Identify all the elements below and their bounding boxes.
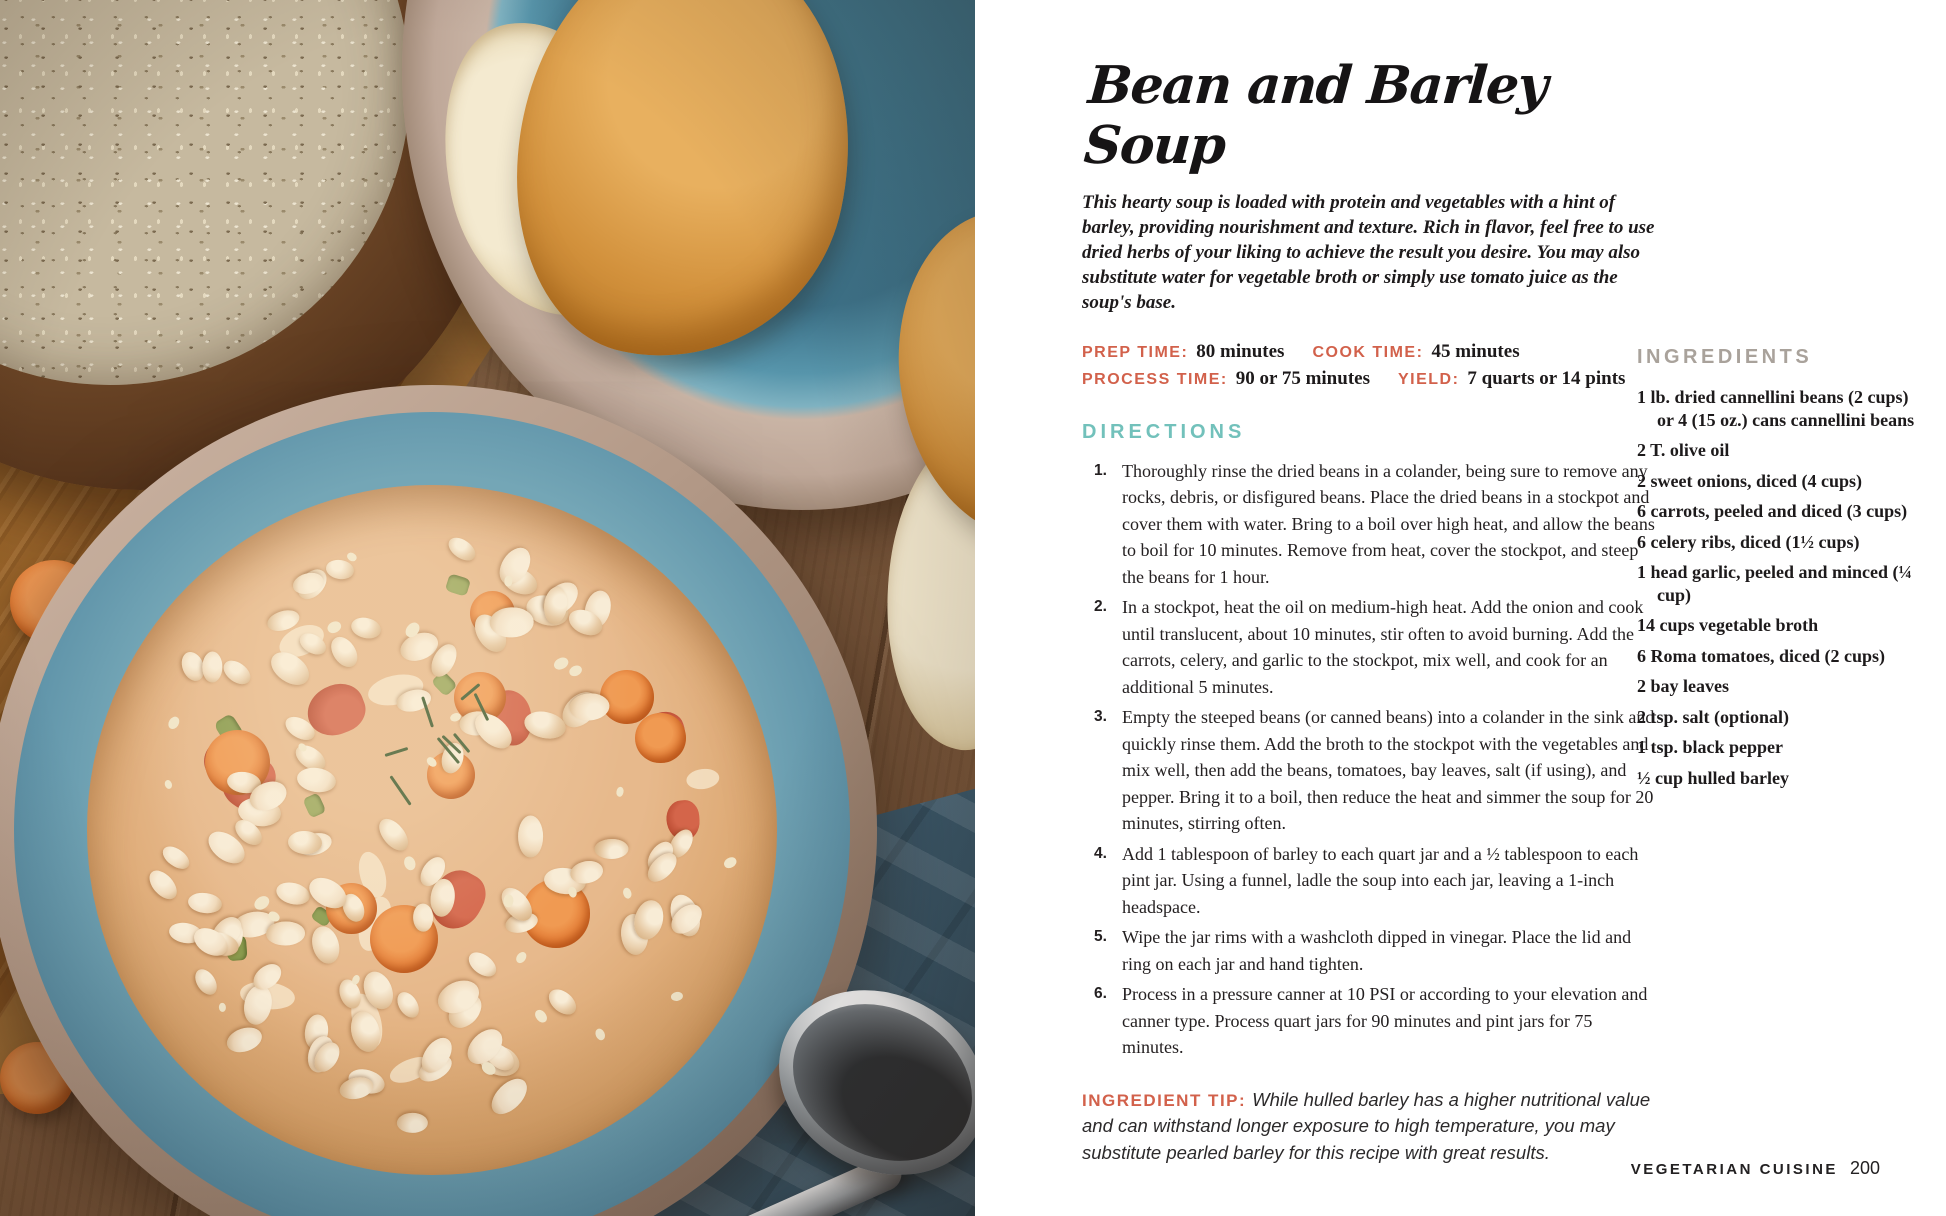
celery-piece: [303, 792, 327, 818]
directions-heading: DIRECTIONS: [1082, 420, 1246, 443]
barley-grain: [722, 856, 738, 871]
barley-grain: [166, 715, 182, 732]
barley-grain: [503, 894, 514, 908]
barley-grain: [568, 664, 584, 679]
page-footer: [1631, 1158, 1880, 1179]
bean: [159, 842, 193, 873]
bean: [544, 984, 581, 1019]
recipe-intro: This hearty soup is loaded with protein and vegetables with a hint of barley, providing nourishment and texture. Rich in flavor, feel free to use dried herbs of your liking to achieve the result you desire. You may also substitute water for vegetable broth or simply use tomato juice as the soup's base.: [1082, 191, 1655, 313]
bean: [393, 988, 424, 1022]
ingredient-item: 14 cups vegetable broth: [1637, 615, 1819, 635]
ingredients-heading: INGREDIENTS: [1637, 346, 1813, 368]
barley-grain: [164, 779, 173, 790]
ingredient-tip: [1082, 1087, 1658, 1167]
direction-step: [1082, 924, 1658, 977]
ingredients-sidebar: [1637, 346, 1929, 797]
footer-page-number: 200: [1849, 1158, 1880, 1178]
cook-time-value: 45 minutes: [1431, 340, 1520, 362]
barley-grain: [351, 974, 361, 986]
soup-contents: [87, 485, 777, 1175]
yield-value: 7 quarts or 14 pints: [1467, 367, 1626, 389]
barley-grain: [616, 786, 625, 797]
ingredient-item: 2 tsp. salt (optional): [1637, 706, 1790, 727]
step-number: 6.: [1094, 985, 1107, 1003]
bean: [595, 839, 629, 859]
bean: [296, 765, 338, 794]
bean: [266, 921, 306, 945]
yield: [1398, 366, 1625, 393]
cook-time: [1312, 339, 1519, 366]
bean: [518, 815, 543, 857]
onion-piece: [684, 767, 720, 791]
step-text: Thoroughly rinse the dried beans in a colander, being sure to remove any rocks, debris, or disfigured beans. Place the dried beans in a stockpot and cover them with water. Bring to a boil over high heat, and allow the beans to boil for 10 minutes. Remove from heat, cover the stockpot, and steep the beans for 1 hour.: [1122, 460, 1655, 587]
direction-step: [1082, 594, 1658, 700]
step-text: Process in a pressure canner at 10 PSI or according to your elevation and canner type. Process quart jars for 90 minutes and pint jars for 75 minutes.: [1122, 984, 1648, 1058]
bean: [444, 533, 479, 565]
meta-row: [1082, 339, 1658, 366]
barley-grain: [219, 1003, 226, 1013]
yield-label: YIELD:: [1397, 370, 1460, 388]
recipe-title: Bean and Barley Soup: [1081, 55, 1549, 176]
ingredient-tip-text: While hulled barley has a higher nutritional value and can withstand longer exposure to high temperature, you may substitute pearled barley for this recipe with great results.: [1082, 1088, 1651, 1163]
ingredient-item: 1 lb. dried cannellini beans (2 cups) or 4 (15 oz.) cans cannellini beans: [1637, 387, 1915, 430]
ingredient-item: ½ cup hulled barley: [1637, 767, 1790, 788]
bean: [219, 656, 255, 689]
step-number: 2.: [1094, 598, 1107, 616]
step-text: In a stockpot, heat the oil on medium-high heat. Add the onion and cook until translucent, about 10 minutes, stir often to avoid burning. Add the carrots, celery, and garlic to the stockpot, mix well, and cook for an additional 5 minutes.: [1122, 597, 1644, 697]
bean: [490, 606, 535, 638]
bean: [223, 1023, 265, 1057]
bean: [187, 891, 223, 915]
step-number: 1.: [1094, 461, 1107, 479]
ingredient-item: 2 T. olive oil: [1637, 440, 1730, 460]
barley-grain: [326, 619, 344, 635]
barley-grain: [403, 855, 418, 872]
carrot-piece: [600, 670, 654, 724]
bean: [486, 1073, 534, 1121]
bean: [190, 966, 220, 999]
process-time: [1082, 366, 1370, 393]
cook-time-label: COOK TIME:: [1312, 343, 1424, 361]
direction-step: [1082, 458, 1658, 591]
ingredient-item: 2 bay leaves: [1637, 676, 1729, 696]
direction-step: [1082, 841, 1658, 921]
step-text: Wipe the jar rims with a washcloth dipped in vinegar. Place the lid and ring on each jar and hand tighten.: [1122, 927, 1632, 974]
bean: [374, 814, 414, 856]
step-text: Empty the steeped beans (or canned beans) into a colander in the sink and quickly rinse them. Add the broth to the stockpot with the vegetables and mix well, then add the beans, tomatoes, bay leaves, salt (if using), and pepper. Bring it to a boil, then reduce the heat and simmer the soup for 20 minutes, stirring often.: [1122, 707, 1655, 834]
directions-list: [1082, 458, 1658, 1061]
prep-time: [1082, 339, 1284, 366]
ingredient-item: 1 tsp. black pepper: [1637, 737, 1784, 757]
barley-grain: [593, 1027, 606, 1042]
barley-grain: [532, 1007, 549, 1024]
footer-section-title: VEGETARIAN CUISINE: [1630, 1161, 1838, 1178]
barley-grain: [513, 950, 528, 965]
step-number: 5.: [1094, 928, 1107, 946]
step-number: 4.: [1094, 844, 1107, 862]
prep-time-label: PREP TIME:: [1082, 343, 1189, 361]
barley-grain: [252, 894, 272, 913]
ingredient-tip-label: INGREDIENT TIP:: [1082, 1090, 1247, 1110]
bean: [397, 1113, 428, 1133]
ingredient-item: 6 Roma tomatoes, diced (2 cups): [1637, 645, 1885, 666]
celery-piece: [445, 573, 471, 596]
direction-step: [1082, 981, 1658, 1061]
recipe-main-column: [1082, 56, 1658, 1166]
ingredient-item: 1 head garlic, peeled and minced (¼ cup): [1637, 562, 1912, 605]
bean: [202, 652, 222, 683]
ingredient-list: [1637, 386, 1929, 789]
meta-row: [1082, 366, 1658, 393]
ingredient-item: 6 carrots, peeled and diced (3 cups): [1637, 501, 1908, 521]
barley-grain: [346, 551, 358, 563]
bean: [327, 633, 363, 672]
barley-grain: [670, 991, 683, 1002]
step-number: 3.: [1094, 708, 1107, 726]
barley-grain: [622, 887, 633, 899]
thyme-sprig: [384, 747, 408, 757]
prep-time-value: 80 minutes: [1196, 340, 1285, 362]
barley-grain: [552, 656, 570, 672]
bean: [274, 879, 312, 908]
ingredient-item: 2 sweet onions, diced (4 cups): [1637, 470, 1863, 491]
thyme-sprig: [389, 775, 411, 805]
bean: [144, 865, 182, 904]
process-time-label: PROCESS TIME:: [1082, 370, 1228, 388]
process-time-value: 90 or 75 minutes: [1235, 367, 1370, 389]
step-text: Add 1 tablespoon of barley to each quart jar and a ½ tablespoon to each pint jar. Using a funnel, ladle the soup into each jar, leaving a 1-inch headspace.: [1122, 843, 1639, 917]
carrot-piece: [635, 713, 685, 763]
direction-step: [1082, 704, 1658, 837]
ingredient-item: 6 celery ribs, diced (1½ cups): [1637, 531, 1860, 552]
recipe-meta: [1082, 339, 1658, 393]
bean: [324, 558, 355, 581]
bean: [465, 947, 501, 981]
bean: [349, 614, 383, 641]
